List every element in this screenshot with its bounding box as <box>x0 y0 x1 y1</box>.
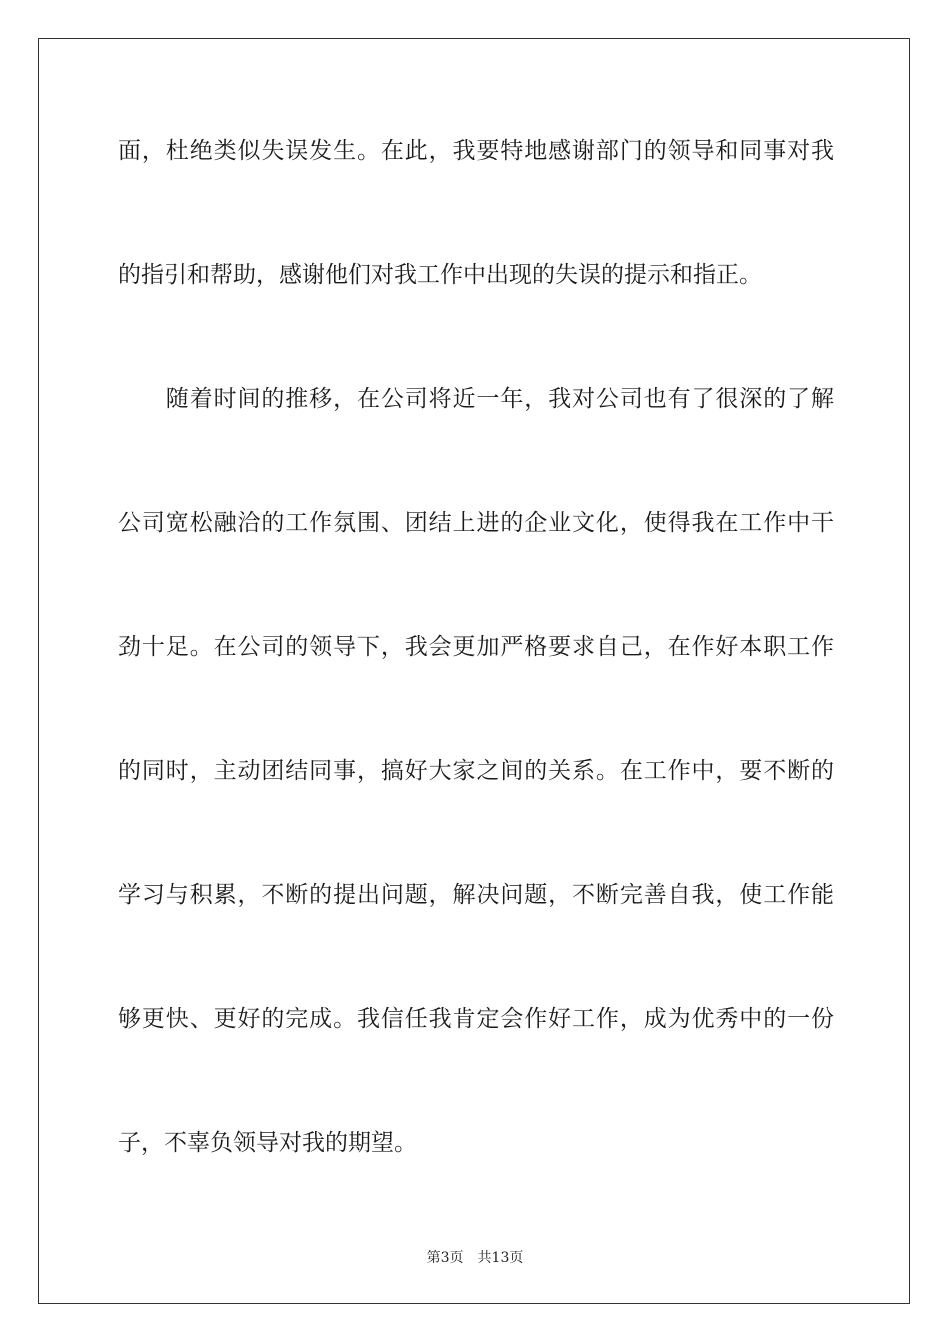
page-border <box>38 38 910 1304</box>
paragraph-line-9: 子，不辜负领导对我的期望。 <box>118 1130 417 1156</box>
paragraph-line-4: 公司宽松融洽的工作氛围、团结上进的企业文化，使得我在工作中干 <box>118 510 834 536</box>
paragraph-line-6: 的同时，主动团结同事，搞好大家之间的关系。在工作中，要不断的 <box>118 758 834 784</box>
paragraph-line-1: 面，杜绝类似失误发生。在此，我要特地感谢部门的领导和同事对我 <box>118 138 834 164</box>
paragraph-line-2: 的指引和帮助，感谢他们对我工作中出现的失误的提示和指正。 <box>118 262 762 288</box>
paragraph-line-7: 学习与积累，不断的提出问题，解决问题，不断完善自我，使工作能 <box>118 882 834 908</box>
paragraph-line-8: 够更快、更好的完成。我信任我肯定会作好工作，成为优秀中的一份 <box>118 1006 834 1032</box>
paragraph-line-3: 随着时间的推移，在公司将近一年，我对公司也有了很深的了解 <box>118 386 834 412</box>
page-number-footer: 第3页 共13页 <box>426 1250 524 1266</box>
paragraph-line-5: 劲十足。在公司的领导下，我会更加严格要求自己，在作好本职工作 <box>118 634 834 660</box>
